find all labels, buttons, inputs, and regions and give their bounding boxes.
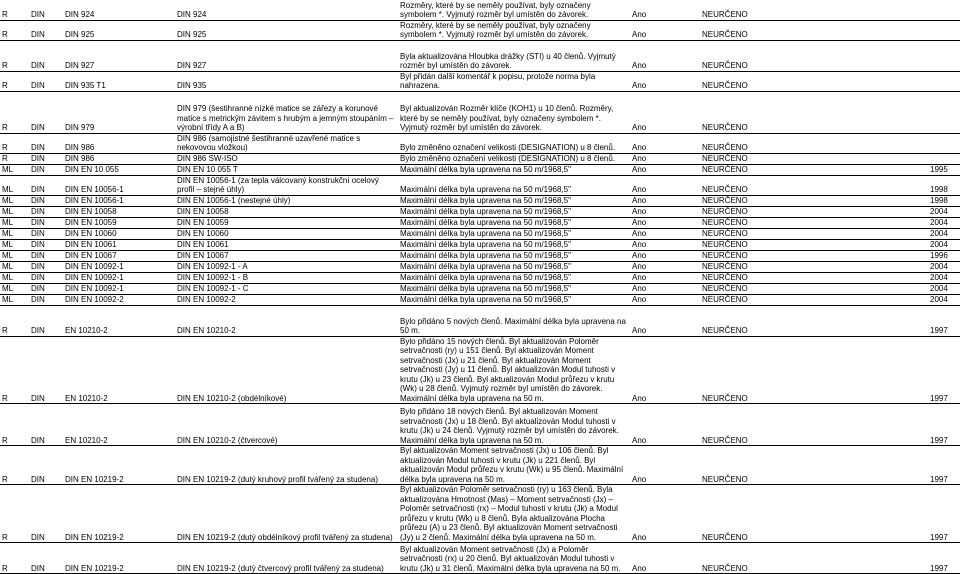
standard-org-cell: DIN xyxy=(29,195,63,206)
change-description-cell: Maximální délka byla upravena na 50 m/1968,5" xyxy=(398,206,630,217)
change-description-cell: Rozměry, které by se neměly používat, byly označeny symbolem *. Vyjmutý rozměr byl umístěn do závorek. xyxy=(398,20,630,40)
standard-code-cell: DIN 924 xyxy=(63,0,175,20)
standard-name-cell: DIN EN 10059 xyxy=(175,217,398,228)
status-cell: NEURČENO xyxy=(700,250,928,261)
standard-org-cell: DIN xyxy=(29,543,63,574)
standard-name-cell: DIN 979 (šestihranné nízké matice se zářezy a korunové matice s metrickým závitem s hrubým a jemným stoupáním – výrobní třídy A a B) xyxy=(175,91,398,133)
standard-org-cell: DIN xyxy=(29,20,63,40)
change-description-cell: Byl aktualizován Moment setrvačnosti (Jx) a Poloměr setrvačnosti (rx) u 20 členů. Byl aktualizován Modul tuhosti v krutu (Jk) u 31 členů. Maximální délka byla upravena na 50 m. xyxy=(398,543,630,574)
year-cell: 1997 xyxy=(928,446,960,485)
status-cell: NEURČENO xyxy=(700,20,928,40)
standard-name-cell: DIN 924 xyxy=(175,0,398,20)
standard-code-cell: DIN EN 10092-2 xyxy=(63,294,175,305)
status-cell: NEURČENO xyxy=(700,133,928,153)
standard-name-cell: DIN EN 10210-2 (čtvercové) xyxy=(175,404,398,446)
table-row xyxy=(0,164,960,175)
table-row xyxy=(0,543,960,574)
status-cell: NEURČENO xyxy=(700,336,928,404)
change-description-cell: Byl přidán další komentář k popisu, protože norma byla nahrazena. xyxy=(398,71,630,91)
ano-flag-cell: Ano xyxy=(630,485,700,543)
year-cell: 1997 xyxy=(928,305,960,336)
standard-name-cell: DIN 986 (samojistné šestihranné uzavřené matice s nekovovou vložkou) xyxy=(175,133,398,153)
ano-flag-cell: Ano xyxy=(630,20,700,40)
standard-org-cell: DIN xyxy=(29,71,63,91)
standard-code-cell: DIN EN 10056-1 xyxy=(63,175,175,195)
change-description-cell: Bylo změněno označení velikosti (DESIGNATION) u 8 členů. xyxy=(398,153,630,164)
change-description-cell: Maximální délka byla upravena na 50 m/1968,5" xyxy=(398,175,630,195)
row-type-cell: ML xyxy=(0,250,29,261)
standard-org-cell: DIN xyxy=(29,0,63,20)
status-cell: NEURČENO xyxy=(700,543,928,574)
standard-name-cell: DIN 925 xyxy=(175,20,398,40)
change-description-cell: Bylo přidáno 15 nových členů. Byl aktualizován Poloměr setrvačnosti (ry) u 151 členů. Byl aktualizován Moment setrvačnosti (Jx) u 21 členů. Byl aktualizován Moment setrvačnosti (Jy) u 11 členů. Byl aktualizován Modul tuhosti v krutu (Jk) u 23 členů. Byl aktualizován Modul průřezu v krutu (Wk) u 28 členů. Vyjmutý rozměr byl umístěn do závorek. Maximální délka byla upravena na 50 m. xyxy=(398,336,630,404)
year-cell xyxy=(928,133,960,153)
change-description-cell: Byl aktualizován Moment setrvačnosti (Jx) u 106 členů. Byl aktualizován Modul tuhosti v krutu (Jk) u 221 členů. Byl aktualizován Modul průřezu v krutu (Wk) u 95 členů. Maximální délka byla upravena na 50 m. xyxy=(398,446,630,485)
year-cell: 2004 xyxy=(928,228,960,239)
standard-code-cell: DIN EN 10 055 xyxy=(63,164,175,175)
row-type-cell: R xyxy=(0,91,29,133)
ano-flag-cell: Ano xyxy=(630,91,700,133)
change-description-cell: Maximální délka byla upravena na 50 m/1968,5" xyxy=(398,272,630,283)
ano-flag-cell: Ano xyxy=(630,305,700,336)
row-type-cell: R xyxy=(0,133,29,153)
standard-org-cell: DIN xyxy=(29,250,63,261)
standard-name-cell: DIN EN 10061 xyxy=(175,239,398,250)
status-cell: NEURČENO xyxy=(700,71,928,91)
change-description-cell: Maximální délka byla upravena na 50 m/1968,5" xyxy=(398,239,630,250)
status-cell: NEURČENO xyxy=(700,228,928,239)
status-cell: NEURČENO xyxy=(700,272,928,283)
standard-org-cell: DIN xyxy=(29,294,63,305)
row-type-cell: R xyxy=(0,0,29,20)
year-cell xyxy=(928,91,960,133)
table-row xyxy=(0,294,960,305)
standard-org-cell: DIN xyxy=(29,40,63,71)
row-type-cell: R xyxy=(0,485,29,543)
year-cell: 2004 xyxy=(928,294,960,305)
row-type-cell: ML xyxy=(0,217,29,228)
standard-name-cell: DIN EN 10056-1 (nestejné úhly) xyxy=(175,195,398,206)
standard-org-cell: DIN xyxy=(29,305,63,336)
ano-flag-cell: Ano xyxy=(630,250,700,261)
status-cell: NEURČENO xyxy=(700,217,928,228)
year-cell: 1998 xyxy=(928,195,960,206)
table-row xyxy=(0,71,960,91)
ano-flag-cell: Ano xyxy=(630,195,700,206)
table-row xyxy=(0,20,960,40)
standard-code-cell: DIN EN 10056-1 xyxy=(63,195,175,206)
standard-code-cell: DIN EN 10092-1 xyxy=(63,261,175,272)
standard-code-cell: EN 10210-2 xyxy=(63,305,175,336)
row-type-cell: ML xyxy=(0,175,29,195)
ano-flag-cell: Ano xyxy=(630,404,700,446)
standard-name-cell: DIN EN 10092-1 - B xyxy=(175,272,398,283)
standard-code-cell: DIN EN 10219-2 xyxy=(63,543,175,574)
table-row xyxy=(0,175,960,195)
change-description-cell: Maximální délka byla upravena na 50 m/1968,5" xyxy=(398,228,630,239)
ano-flag-cell: Ano xyxy=(630,261,700,272)
ano-flag-cell: Ano xyxy=(630,446,700,485)
table-row xyxy=(0,485,960,543)
table-row xyxy=(0,261,960,272)
table-row xyxy=(0,446,960,485)
year-cell: 1995 xyxy=(928,164,960,175)
status-cell: NEURČENO xyxy=(700,40,928,71)
status-cell: NEURČENO xyxy=(700,175,928,195)
standard-org-cell: DIN xyxy=(29,133,63,153)
row-type-cell: ML xyxy=(0,164,29,175)
change-description-cell: Byl aktualizován Rozměr klíče (KOH1) u 10 členů. Rozměry, které by se neměly používat, byly označeny symbolem *. Vyjmutý rozměr byl umístěn do závorek. xyxy=(398,91,630,133)
standard-code-cell: DIN 935 T1 xyxy=(63,71,175,91)
standard-org-cell: DIN xyxy=(29,206,63,217)
standard-org-cell: DIN xyxy=(29,91,63,133)
ano-flag-cell: Ano xyxy=(630,71,700,91)
standard-name-cell: DIN EN 10058 xyxy=(175,206,398,217)
standard-org-cell: DIN xyxy=(29,164,63,175)
year-cell: 2004 xyxy=(928,261,960,272)
standard-name-cell: DIN EN 10067 xyxy=(175,250,398,261)
table-row xyxy=(0,283,960,294)
standard-code-cell: DIN 986 xyxy=(63,133,175,153)
standard-org-cell: DIN xyxy=(29,446,63,485)
status-cell: NEURČENO xyxy=(700,283,928,294)
year-cell: 2004 xyxy=(928,206,960,217)
table-row xyxy=(0,336,960,404)
status-cell: NEURČENO xyxy=(700,305,928,336)
change-description-cell: Bylo přidáno 18 nových členů. Byl aktualizován Moment setrvačnosti (Jx) u 18 členů. Byl aktualizován Modul tuhosti v krutu (Jk) u 24 členů. Vyjmutý rozměr byl umístěn do závorek. Maximální délka byla upravena na 50 m. xyxy=(398,404,630,446)
status-cell: NEURČENO xyxy=(700,294,928,305)
standard-org-cell: DIN xyxy=(29,272,63,283)
change-description-cell: Maximální délka byla upravena na 50 m/1968,5" xyxy=(398,250,630,261)
row-type-cell: ML xyxy=(0,294,29,305)
ano-flag-cell: Ano xyxy=(630,239,700,250)
year-cell xyxy=(928,153,960,164)
standard-org-cell: DIN xyxy=(29,336,63,404)
standard-code-cell: DIN EN 10219-2 xyxy=(63,446,175,485)
change-description-cell: Maximální délka byla upravena na 50 m/1968,5" xyxy=(398,283,630,294)
table-row xyxy=(0,195,960,206)
standard-code-cell: DIN EN 10061 xyxy=(63,239,175,250)
standard-code-cell: DIN EN 10060 xyxy=(63,228,175,239)
year-cell: 1997 xyxy=(928,485,960,543)
row-type-cell: R xyxy=(0,446,29,485)
status-cell: NEURČENO xyxy=(700,164,928,175)
year-cell: 1998 xyxy=(928,175,960,195)
row-type-cell: R xyxy=(0,71,29,91)
year-cell: 1997 xyxy=(928,543,960,574)
standard-name-cell: DIN EN 10219-2 (dutý obdélníkový profil tvářený za studena) xyxy=(175,485,398,543)
change-description-cell: Maximální délka byla upravena na 50 m/1968,5" xyxy=(398,195,630,206)
standard-org-cell: DIN xyxy=(29,228,63,239)
change-description-cell: Maximální délka byla upravena na 50 m/1968,5" xyxy=(398,294,630,305)
table-row xyxy=(0,133,960,153)
ano-flag-cell: Ano xyxy=(630,0,700,20)
year-cell xyxy=(928,40,960,71)
standard-org-cell: DIN xyxy=(29,261,63,272)
table-row xyxy=(0,239,960,250)
row-type-cell: ML xyxy=(0,228,29,239)
row-type-cell: R xyxy=(0,305,29,336)
ano-flag-cell: Ano xyxy=(630,164,700,175)
row-type-cell: R xyxy=(0,153,29,164)
row-type-cell: R xyxy=(0,543,29,574)
table-row xyxy=(0,153,960,164)
ano-flag-cell: Ano xyxy=(630,543,700,574)
table-row xyxy=(0,91,960,133)
row-type-cell: ML xyxy=(0,283,29,294)
ano-flag-cell: Ano xyxy=(630,133,700,153)
change-description-cell: Maximální délka byla upravena na 50 m/1968,5" xyxy=(398,217,630,228)
status-cell: NEURČENO xyxy=(700,0,928,20)
ano-flag-cell: Ano xyxy=(630,175,700,195)
table-row xyxy=(0,206,960,217)
standard-name-cell: DIN EN 10219-2 (dutý kruhový profil tvářený za studena) xyxy=(175,446,398,485)
table-row xyxy=(0,40,960,71)
ano-flag-cell: Ano xyxy=(630,272,700,283)
standard-code-cell: EN 10210-2 xyxy=(63,336,175,404)
status-cell: NEURČENO xyxy=(700,446,928,485)
change-description-cell: Byl aktualizován Poloměr setrvačnosti (ry) u 163 členů. Byla aktualizována Hmotnost (Mas) – Moment setrvačnosti (Jx) – Poloměr setrvačnosti (rx) – Modul tuhosti v krutu (Jk) a Modul průřezu v krutu (Wk) u 8 členů. Byla aktualizována Plocha průřezu (A) u 23 členů. Byl aktualizován Moment setrvačnosti (Jy) u 2 členů. Maximální délka byla upravena na 50 m. xyxy=(398,485,630,543)
row-type-cell: ML xyxy=(0,261,29,272)
standard-name-cell: DIN EN 10 055 T xyxy=(175,164,398,175)
status-cell: NEURČENO xyxy=(700,404,928,446)
ano-flag-cell: Ano xyxy=(630,153,700,164)
row-type-cell: R xyxy=(0,20,29,40)
row-type-cell: ML xyxy=(0,272,29,283)
standard-code-cell: DIN EN 10092-1 xyxy=(63,283,175,294)
change-description-cell: Bylo přidáno 5 nových členů. Maximální délka byla upravena na 50 m. xyxy=(398,305,630,336)
standard-name-cell: DIN 927 xyxy=(175,40,398,71)
year-cell xyxy=(928,71,960,91)
ano-flag-cell: Ano xyxy=(630,40,700,71)
ano-flag-cell: Ano xyxy=(630,206,700,217)
standard-org-cell: DIN xyxy=(29,217,63,228)
table-row xyxy=(0,217,960,228)
standard-code-cell: DIN 986 xyxy=(63,153,175,164)
change-description-cell: Byla aktualizována Hloubka drážky (STI) u 40 členů. Vyjmutý rozměr byl umístěn do závorek. xyxy=(398,40,630,71)
year-cell: 1996 xyxy=(928,250,960,261)
year-cell xyxy=(928,0,960,20)
standard-name-cell: DIN 935 xyxy=(175,71,398,91)
table-row xyxy=(0,250,960,261)
status-cell: NEURČENO xyxy=(700,206,928,217)
standard-name-cell: DIN EN 10092-2 xyxy=(175,294,398,305)
ano-flag-cell: Ano xyxy=(630,294,700,305)
row-type-cell: ML xyxy=(0,239,29,250)
row-type-cell: ML xyxy=(0,195,29,206)
standard-code-cell: DIN EN 10058 xyxy=(63,206,175,217)
standard-name-cell: DIN EN 10219-2 (dutý čtvercový profil tvářený za studena) xyxy=(175,543,398,574)
table-row xyxy=(0,228,960,239)
row-type-cell: ML xyxy=(0,206,29,217)
ano-flag-cell: Ano xyxy=(630,217,700,228)
standard-code-cell: DIN 925 xyxy=(63,20,175,40)
year-cell: 1997 xyxy=(928,404,960,446)
status-cell: NEURČENO xyxy=(700,261,928,272)
standard-name-cell: DIN EN 10210-2 xyxy=(175,305,398,336)
standard-code-cell: DIN EN 10059 xyxy=(63,217,175,228)
year-cell: 1997 xyxy=(928,336,960,404)
standard-code-cell: DIN 979 xyxy=(63,91,175,133)
row-type-cell: R xyxy=(0,404,29,446)
standard-org-cell: DIN xyxy=(29,404,63,446)
year-cell: 2004 xyxy=(928,239,960,250)
status-cell: NEURČENO xyxy=(700,153,928,164)
status-cell: NEURČENO xyxy=(700,485,928,543)
standard-name-cell: DIN 986 SW-ISO xyxy=(175,153,398,164)
standard-code-cell: DIN 927 xyxy=(63,40,175,71)
standard-org-cell: DIN xyxy=(29,153,63,164)
standard-name-cell: DIN EN 10060 xyxy=(175,228,398,239)
change-description-cell: Bylo změněno označení velikosti (DESIGNATION) u 8 členů. xyxy=(398,133,630,153)
standard-code-cell: EN 10210-2 xyxy=(63,404,175,446)
status-cell: NEURČENO xyxy=(700,91,928,133)
change-description-cell: Maximální délka byla upravena na 50 m/1968,5" xyxy=(398,164,630,175)
standard-name-cell: DIN EN 10092-1 - A xyxy=(175,261,398,272)
standard-org-cell: DIN xyxy=(29,239,63,250)
standard-org-cell: DIN xyxy=(29,175,63,195)
table-row xyxy=(0,272,960,283)
change-description-cell: Maximální délka byla upravena na 50 m/1968,5" xyxy=(398,261,630,272)
standard-code-cell: DIN EN 10067 xyxy=(63,250,175,261)
row-type-cell: R xyxy=(0,40,29,71)
year-cell: 2004 xyxy=(928,283,960,294)
standard-code-cell: DIN EN 10219-2 xyxy=(63,485,175,543)
standard-name-cell: DIN EN 10092-1 - C xyxy=(175,283,398,294)
ano-flag-cell: Ano xyxy=(630,336,700,404)
table-row xyxy=(0,404,960,446)
row-type-cell: R xyxy=(0,336,29,404)
status-cell: NEURČENO xyxy=(700,195,928,206)
ano-flag-cell: Ano xyxy=(630,228,700,239)
ano-flag-cell: Ano xyxy=(630,283,700,294)
status-cell: NEURČENO xyxy=(700,239,928,250)
standard-name-cell: DIN EN 10056-1 (za tepla válcovaný konstrukční ocelový profil – stejné úhly) xyxy=(175,175,398,195)
table-row xyxy=(0,305,960,336)
year-cell: 2004 xyxy=(928,272,960,283)
table-row xyxy=(0,0,960,20)
standard-code-cell: DIN EN 10092-1 xyxy=(63,272,175,283)
standard-org-cell: DIN xyxy=(29,485,63,543)
standard-org-cell: DIN xyxy=(29,283,63,294)
change-description-cell: Rozměry, které by se neměly používat, byly označeny symbolem *. Vyjmutý rozměr byl umístěn do závorek. xyxy=(398,0,630,20)
year-cell xyxy=(928,20,960,40)
year-cell: 2004 xyxy=(928,217,960,228)
standard-name-cell: DIN EN 10210-2 (obdélníkové) xyxy=(175,336,398,404)
